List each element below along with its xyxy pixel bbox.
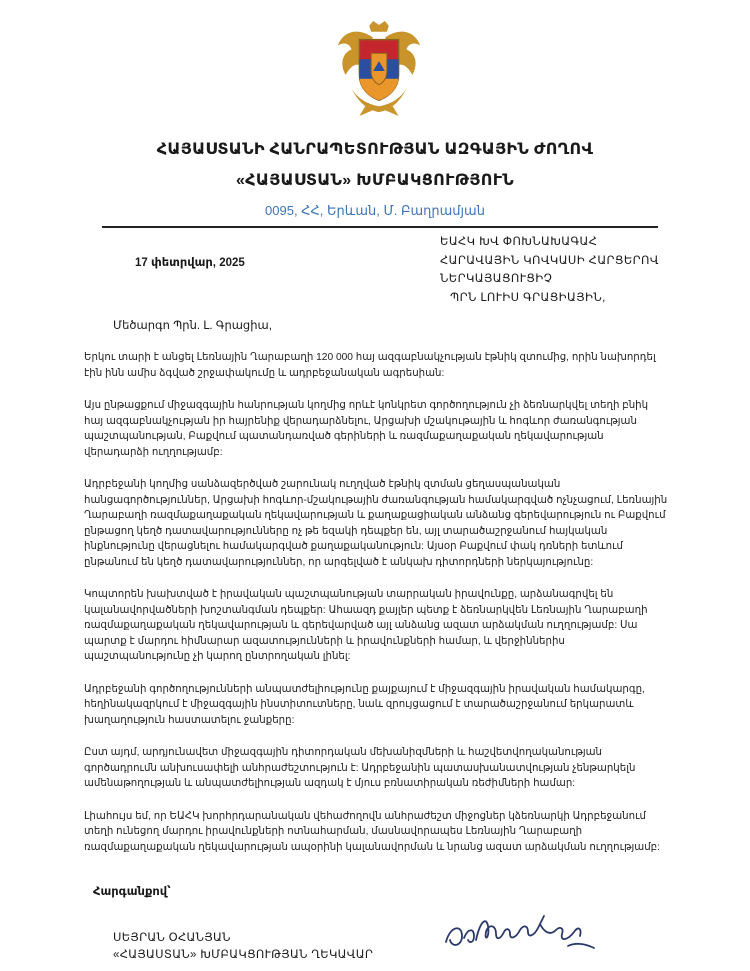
body-paragraph: Ադրբեջանի գործողությունների անպատժելիությունը քայքայում է միջազգային իրավական համակարգը, հեղինակազրկում է միջազգային ինստիտուտները, նաև զրույցացում է տարածաշրջանում երկարատև խաղաղություն հաստատելու ջանքերը: [84,683,645,726]
recipient-line: ՆԵՐԿԱՅԱՑՈՒՑԻՉ [440,273,553,285]
address-line: 0095, ՀՀ, Երևան, Մ. Բաղրամյան [265,203,485,218]
body-paragraph: Լիահույս եմ, որ ԵԱՀԿ խորհրդարանական վեհաժողովն անհրաժեշտ միջոցներ կձեռնարկի Ադրբեջանում տեղի ունեցող մարդու իրավունքների ոտնահարման, մասնավորապես Լեռնային Ղարաբաղի ռազմաքաղաքական ղեկավարության ապօրինի կալանավորման և նրանց ազատ արձակման ուղղությամբ: [84,810,660,853]
salutation: Մեծարգո Պրն. Լ. Գրացիա, [113,320,272,332]
faction-heading: «ՀԱՅԱՍՏԱՆ» ԽՄԲԱԿՑՈՒԹՅՈՒՆ [235,172,514,189]
signer-block [113,930,373,964]
signer-name: ՍԵՅՐԱՆ ՕՀԱՆՅԱՆ [113,932,231,944]
body-paragraph: Ըստ այդմ, արդյունավետ միջազգային դիտորդական մեխանիզմների և հաշվետվողականության գործադրումն անխուսափելի անհրաժեշտություն է: Ադրբեջանին պատասխանատվության չենթարկելն ամենաթողության և անպատժելիության ազդակ է մյուս բռնատիրական ռեժիմների համար: [84,747,636,789]
letter-body [84,350,670,872]
body-paragraph: Ադրբեջանի կողմից սանձազերծված շարունակ ուղղված էթնիկ զտման ցեղասպանական հանցագործություններ, Արցախի հոգևոր-մշակութային ժառանգության համակարգված ոչնչացում, Լեռնային Ղարաբաղի ռազմաքաղաքական ղեկավարության և քաղաքացիական անձանց գերեվարություն ու Բաքվում ընթացող կեղծ դատավարությունները ոչ թե եզակի դեպքեր են, այլ տարածաշրջանում հայկական ինքնությունը վերացնելու համակարգված քաղաքականություն: Այսօր Բաքվում փակ դռների ետևում ընթանում են կեղծ դատավարություններ, որ արգելված է անկախ դիտորդների ներկայությունը: [84,479,668,568]
body-paragraph: Կոպտորեն խախտված է իրավական պաշտպանության տարրական իրավունքը, արձանագրվել են կալանավորվածների խոշտանգման դեպքեր: Ահաազդ քայլեր պետք է ձեռնարկվեն Լեռնային Ղարաբաղի ռազմաքաղաքական ղեկավարության և գերեվարված այլ անձանց ազատ արձակման ուղղությամբ: Սա պարտք է մարդու հիմնարար ազատությունների և իրավունքների համար, և վերջիններիս պաշտպանությունը չի կարող ընտրողական լինել: [84,589,648,662]
body-paragraph: Երկու տարի է անցել Լեռնային Ղարաբաղի 120 000 հայ ազգաբնակչության էթնիկ զտումից, որին նախորդել էին ինն ամիս ձգված շրջափակումը և ադրբեջանական ագրեսիան: [84,352,656,379]
recipient-line: ՊՐՆ ԼՈՒԻՍ ԳՐԱՑԻԱՅԻՆ, [450,291,606,304]
parliament-heading: ՀԱՅԱՍՏԱՆԻ ՀԱՆՐԱՊԵՏՈՒԹՅԱՆ ԱԶԳԱՅԻՆ ԺՈՂՈՎ [156,141,594,158]
body-paragraph: Այս ընթացքում միջազգային հանրության կողմից որևէ կոնկրետ գործողություն չի ձեռնարկվել տեղի բնիկ հայ ազգաբնակչության իր հայրենիք վերադարձնելու, Արցախի մշակութային և հոգևոր ժառանգության պաշտպանության, Բաքվում պատանդառված գերիների և ռազմաքաղաքական ղեկավարության վերադարձի ուղղությամբ: [84,400,649,458]
letter-date: 17 փետրվար, 2025 [135,257,245,269]
armenian-coat-of-arms-icon [330,20,428,118]
closing-phrase: Հարգանքով՝ [93,886,171,898]
recipient-line: ՀԱՐԱՎԱՅԻՆ ԿՈՎԿԱՍԻ ՀԱՐՑԵՐՈՎ [440,254,659,267]
signer-title: «ՀԱՅԱՍՏԱՆ» ԽՄԲԱԿՑՈՒԹՅԱՆ ՂԵԿԱՎԱՐ [113,949,374,961]
header-divider [102,226,658,228]
handwritten-signature-icon [440,902,600,962]
recipient-line: ԵԱՀԿ ԽՎ ՓՈԽՆԱԽԱԳԱՀ [440,236,598,248]
recipient-block [440,233,659,307]
